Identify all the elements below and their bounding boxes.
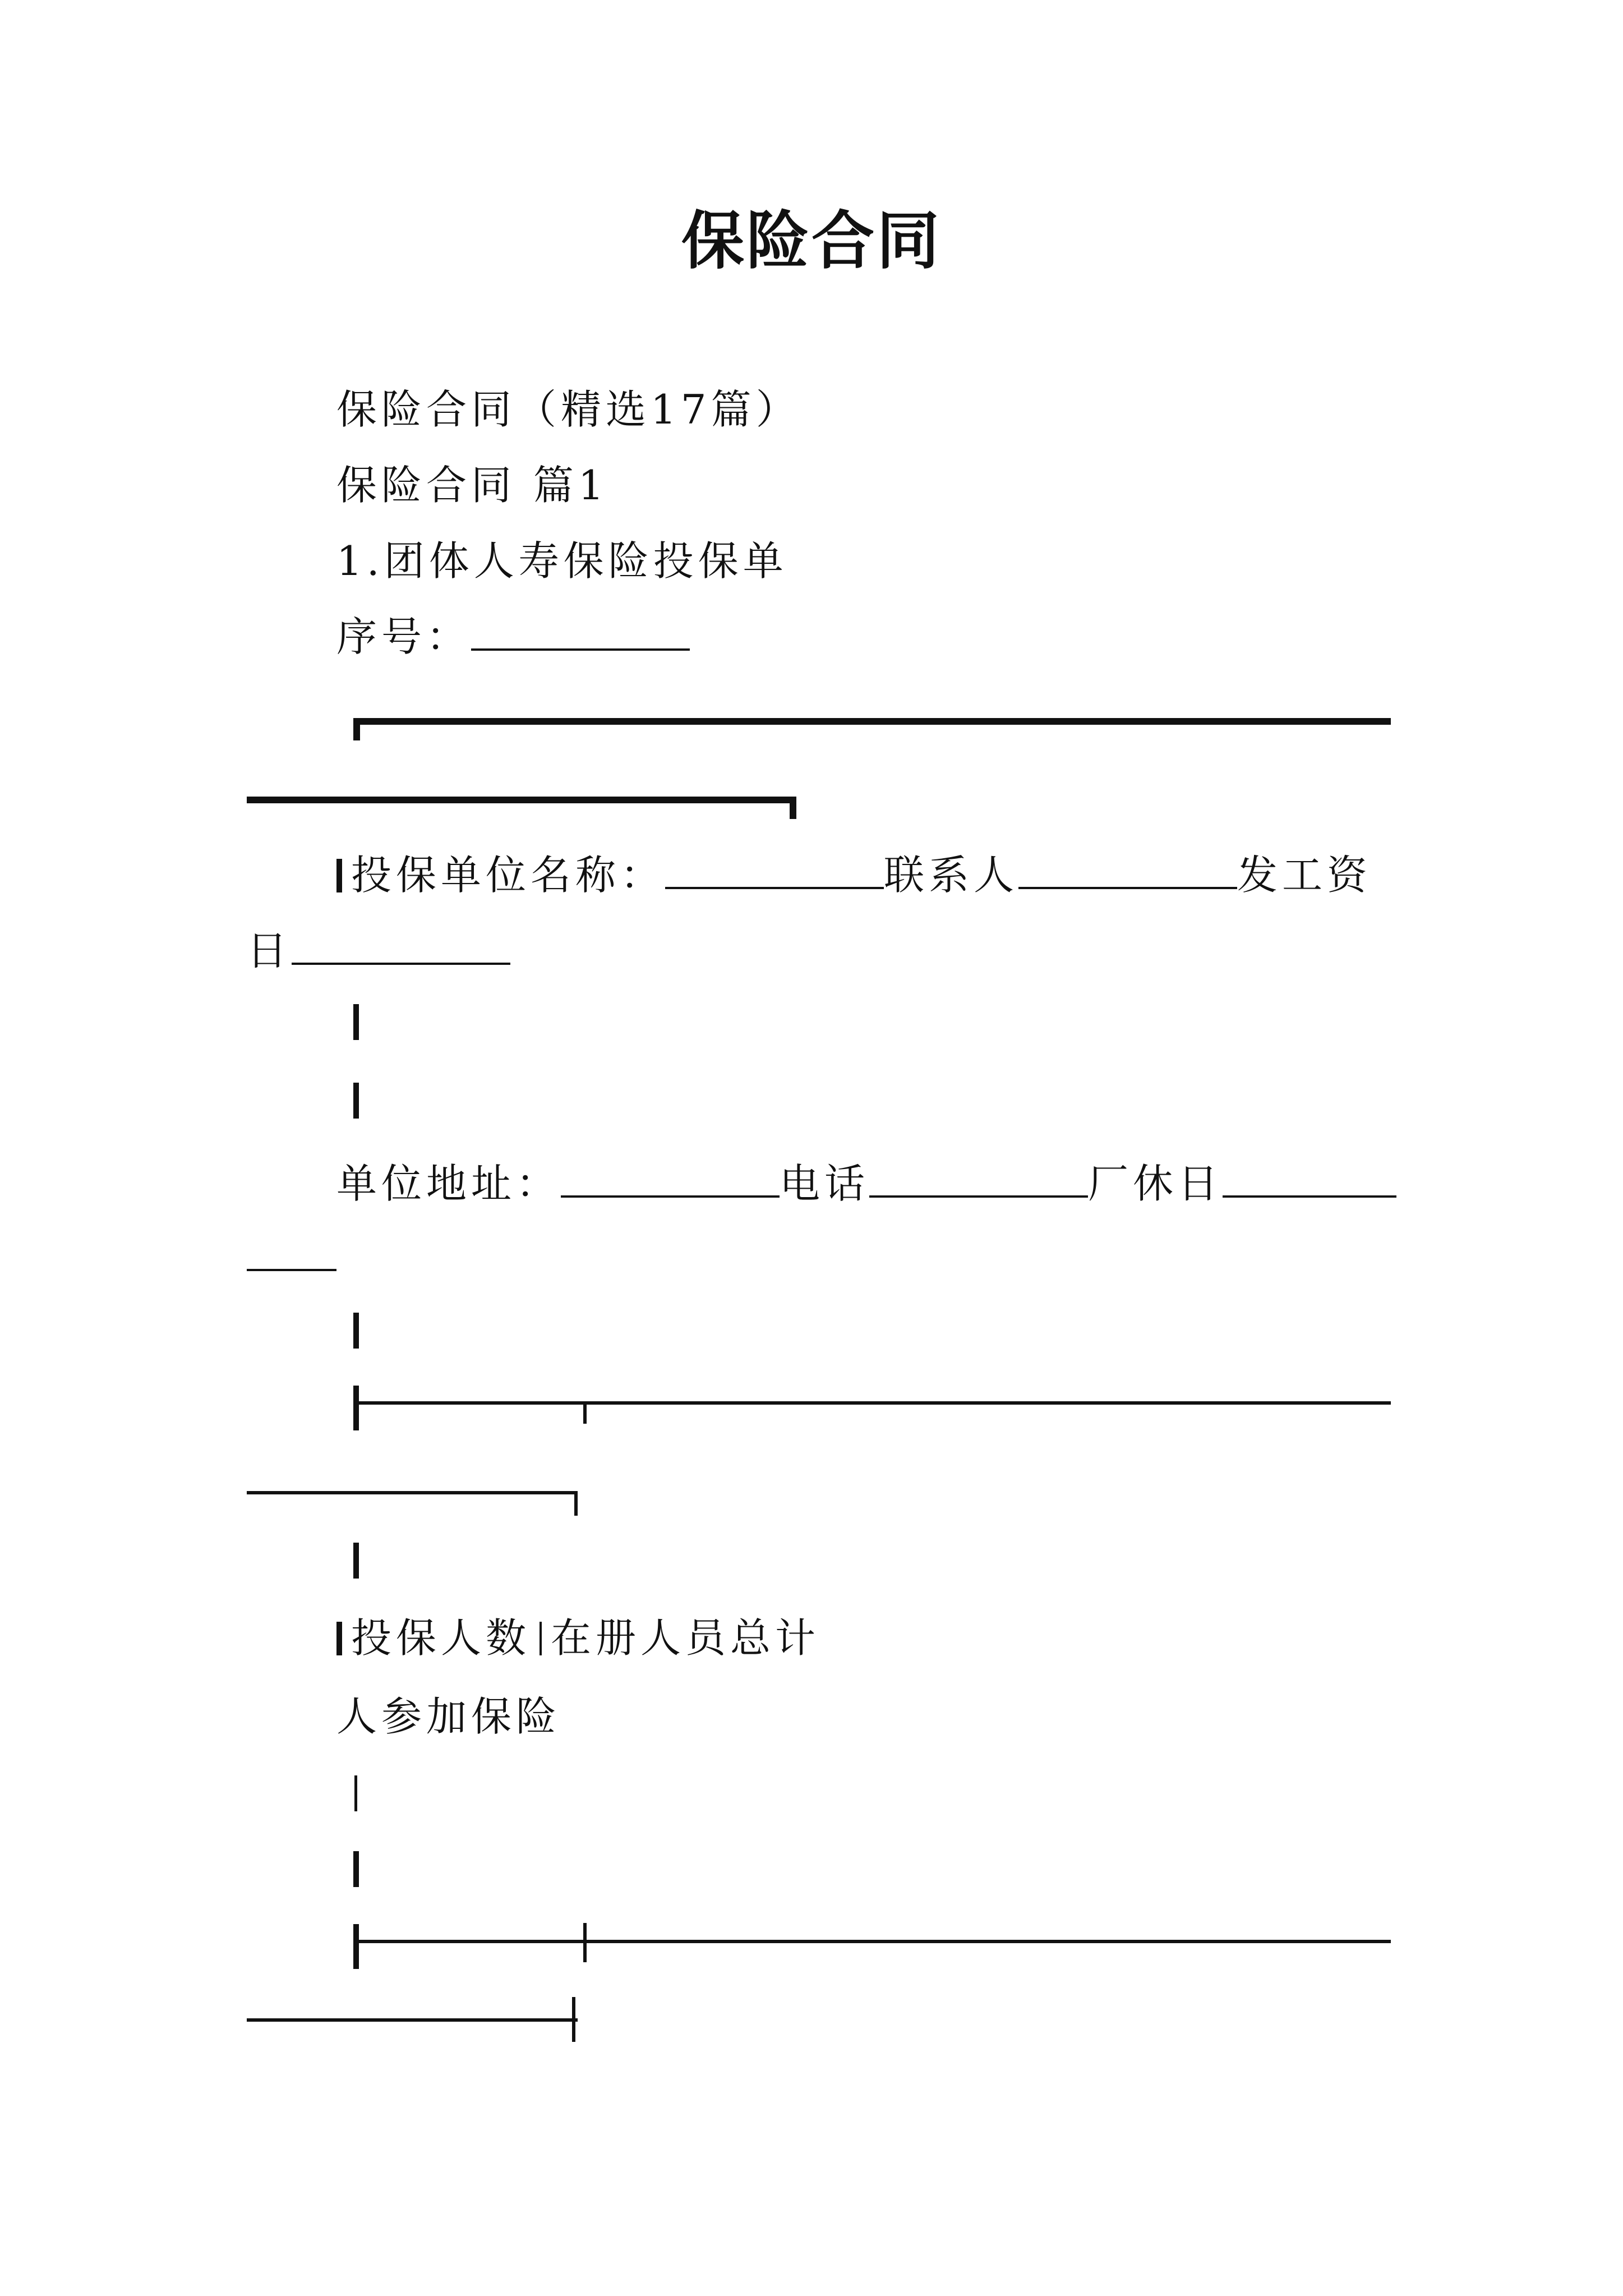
serial-blank[interactable] — [471, 609, 690, 651]
payday-label: 发工资 — [1237, 852, 1372, 899]
table-col-separator-cross — [583, 1923, 587, 1962]
payday-row — [247, 923, 510, 979]
table-row-separator-wrap — [247, 1491, 578, 1494]
address-blank[interactable] — [561, 1156, 780, 1198]
phone-blank[interactable] — [869, 1156, 1088, 1198]
insured-count-label: 投保人数 — [351, 1614, 531, 1662]
table-row-separator-end — [572, 1997, 575, 2042]
factory-rest-blank[interactable] — [1223, 1156, 1396, 1198]
factory-rest-label: 厂休日 — [1088, 1160, 1223, 1207]
contact-label: 联系人 — [884, 852, 1019, 899]
document-title: 保险合同 — [681, 205, 942, 278]
table-left-border — [336, 1622, 342, 1655]
unit-name-label: 投保单位名称： — [351, 852, 666, 899]
factory-rest-blank-wrap — [247, 1269, 336, 1271]
serial-label: 序号： — [336, 613, 472, 660]
payday-blank[interactable] — [292, 923, 510, 965]
item-heading: 1.团体人寿保险投保单 — [336, 537, 788, 585]
table-col-separator-tick — [583, 1401, 587, 1424]
table-row-separator — [359, 1940, 1391, 1943]
table-left-border-thin — [354, 1775, 357, 1811]
table-col-border — [540, 1622, 542, 1655]
table-left-border — [353, 1083, 359, 1119]
contact-blank[interactable] — [1018, 848, 1237, 889]
address-row — [336, 1156, 1396, 1212]
payday-suffix: 日 — [247, 927, 292, 974]
table-top-left-corner — [353, 718, 360, 740]
phone-label: 电话 — [780, 1160, 870, 1207]
table-left-border — [353, 1313, 359, 1349]
document-subtitle: 保险合同（精选17篇） — [336, 386, 801, 433]
section-heading: 保险合同 篇1 — [336, 462, 608, 509]
table-left-border — [353, 1004, 359, 1040]
address-label: 单位地址： — [336, 1160, 561, 1207]
table-row-separator — [359, 1401, 1391, 1405]
registered-total-label: 在册人员总计 — [551, 1614, 820, 1662]
unit-name-row — [336, 847, 1372, 903]
table-row-separator-left — [353, 1924, 359, 1969]
table-left-border — [353, 1851, 359, 1887]
table-left-border — [336, 859, 342, 892]
insured-count-row — [336, 1610, 820, 1666]
serial-row — [336, 609, 690, 665]
unit-name-blank[interactable] — [665, 848, 884, 889]
table-row-separator-left — [353, 1386, 359, 1430]
table-top-border — [353, 718, 1391, 725]
table-top-border-wrap — [247, 797, 796, 803]
table-row-separator-wrap — [247, 2018, 578, 2022]
table-left-border — [353, 1543, 359, 1579]
table-top-right-corner — [790, 797, 796, 819]
participate-label: 人参加保险 — [336, 1693, 561, 1740]
table-row-separator-end — [574, 1491, 578, 1516]
